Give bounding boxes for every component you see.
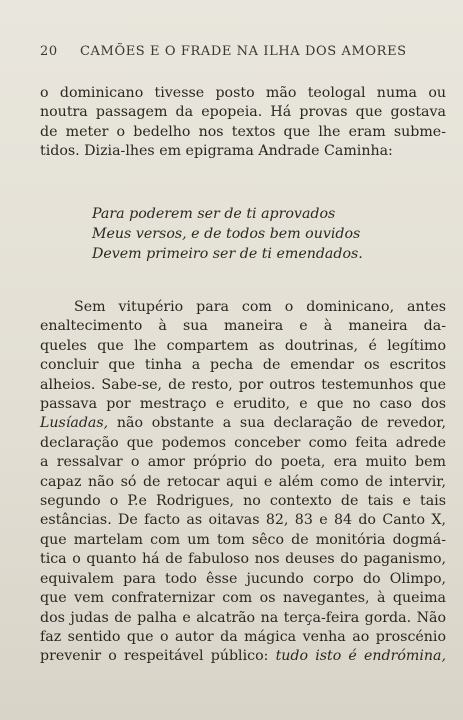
text-line: passava por mestraço e erudito, e que no caso dos — [40, 396, 446, 413]
text-line: capaz não só de retocar aqui e além como de intervir, — [40, 473, 446, 490]
paragraph-2 — [40, 298, 446, 667]
text-line: alheios. Sabe-se, de resto, por outros testemunhos que — [40, 376, 446, 393]
epigram-quote — [92, 204, 363, 264]
text-line: a ressalvar o amor próprio do poeta, era muito bem — [40, 454, 446, 471]
text-line: segundo o P.e Rodrigues, no contexto de tais e tais — [40, 493, 446, 510]
text-fragment: não obstante a sua declaração de revedor, — [108, 415, 446, 432]
text-line: que martelam com um tom sêco de monitória dogmá- — [40, 531, 446, 548]
text-line: o dominicano tivesse posto mão teologal numa ou — [40, 85, 446, 101]
verse-line: Meus versos, e de todos bem ouvidos — [92, 226, 361, 242]
page-number: 20 — [40, 44, 58, 59]
text-line: equivalem para todo êsse jucundo corpo do Olimpo, — [40, 570, 446, 587]
paragraph-1 — [40, 84, 446, 162]
text-line: tica o quanto há de fabuloso nos deuses do paganismo, — [40, 551, 446, 568]
text-line: dos judas de palha e alcatrão na terça-feira gorda. Não — [40, 609, 446, 626]
text-line: declaração que podemos conceber como feita adrede — [40, 434, 446, 451]
text-line: que vem confraternizar com os navegantes, à queima — [40, 590, 446, 607]
text-line: noutra passagem da epopeia. Há provas que gostava — [40, 104, 446, 121]
text-line: de meter o bedelho nos textos que lhe eram subme- — [40, 123, 446, 140]
text-line — [40, 414, 446, 433]
running-header — [40, 44, 439, 59]
text-line: enaltecimento à sua maneira e à maneira da- — [40, 318, 446, 335]
italic-quote: tudo isto é endrómina, — [275, 648, 447, 665]
text-line — [40, 647, 446, 666]
text-fragment: prevenir o respeitável público: — [40, 648, 276, 665]
italic-title: Lusíadas, — [40, 415, 109, 432]
text-line: queles que lhe compartem as doutrinas, é legítimo — [40, 337, 446, 354]
verse-line: Para poderem ser de ti aprovados — [92, 206, 336, 222]
text-line: tidos. Dizia-lhes em epigrama Andrade Caminha: — [40, 143, 393, 160]
text-line: estâncias. De facto as oitavas 82, 83 e 84 do Canto X, — [40, 512, 446, 529]
text-line: Sem vitupério para com o dominicano, antes — [74, 299, 446, 315]
text-line: faz sentido que o autor da mágica venha ao proscénio — [40, 628, 446, 645]
running-title: CAMÕES E O FRADE NA ILHA DOS AMORES — [80, 44, 407, 59]
text-line: concluir que tinha a pecha de emendar os escritos — [40, 357, 446, 374]
verse-line: Devem primeiro ser de ti emendados. — [92, 246, 363, 262]
